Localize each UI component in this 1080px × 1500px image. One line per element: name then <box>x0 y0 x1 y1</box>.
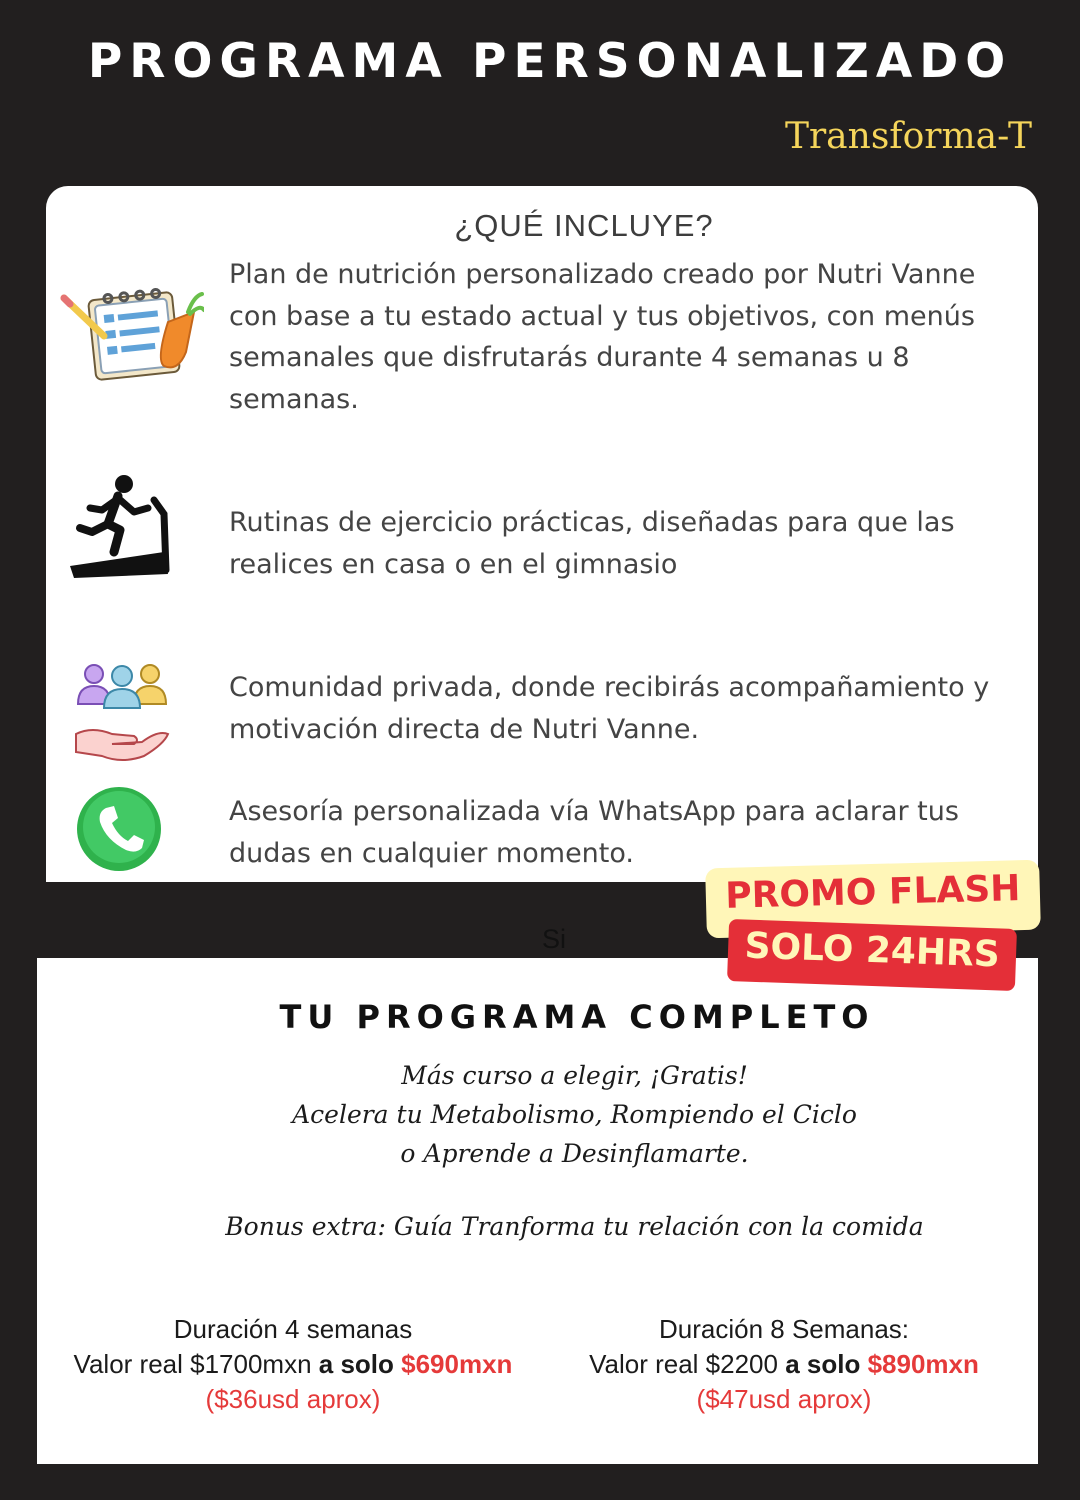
brand-name: Transforma-T <box>784 116 1032 157</box>
promo-flash-text: PROMO FLASH <box>724 868 1021 917</box>
plan-deal-label: a solo <box>318 1349 402 1379</box>
meal-plan-icon <box>60 282 204 382</box>
plan-deal-label: a solo <box>785 1349 868 1379</box>
program-title: TU PROGRAMA COMPLETO <box>279 998 875 1036</box>
plan-usd-price: ($47usd aprox) <box>696 1384 872 1414</box>
plan-4-weeks <box>37 1312 549 1417</box>
plan-real-price: Valor real $2200 <box>589 1349 786 1379</box>
offer-text <box>37 1056 1080 1173</box>
plan-price-line <box>545 1347 1023 1382</box>
bonus-text: Bonus extra: Guía Tranforma tu relación con la comida <box>225 1212 924 1241</box>
includes-heading: ¿QUÉ INCLUYE? <box>454 208 714 243</box>
plan-usd-price: ($36usd aprox) <box>205 1384 381 1414</box>
feature-text-meal-plan: Plan de nutrición personalizado creado por Nutri Vanne con base a tu estado actual y tus objetivos, con menús semanales que disfrutarás durante 4 semanas u 8 semanas. <box>229 259 976 415</box>
page-title: PROGRAMA PERSONALIZADO <box>87 34 1013 89</box>
offer-line: o Aprende a Desinflamarte. <box>400 1139 749 1168</box>
promo-badge <box>706 864 1046 994</box>
includes-card <box>46 186 1038 882</box>
plan-real-price: Valor real $1700mxn <box>73 1349 319 1379</box>
feature-text-exercise: Rutinas de ejercicio prácticas, diseñadas para que las realices en casa o en el gimnasio <box>229 507 955 580</box>
community-hand-icon <box>72 664 172 764</box>
plan-deal-price: $690mxn <box>401 1349 513 1379</box>
offer-line: Más curso a elegir, ¡Gratis! <box>401 1061 748 1090</box>
plan-8-weeks <box>545 1312 1023 1417</box>
program-card <box>37 958 1038 1464</box>
plan-duration: Duración 8 Semanas: <box>658 1314 910 1344</box>
offer-line: Acelera tu Metabolismo, Rompiendo el Ciclo <box>292 1100 857 1129</box>
treadmill-runner-icon <box>68 474 176 578</box>
plan-duration: Duración 4 semanas <box>173 1314 413 1344</box>
promo-24hrs-label <box>727 919 1017 991</box>
feature-text-community: Comunidad privada, donde recibirás acompañamiento y motivación directa de Nutri Vanne. <box>229 672 990 745</box>
stray-text: Si <box>542 924 567 954</box>
feature-text-whatsapp: Asesoría personalizada vía WhatsApp para aclarar tus dudas en cualquier momento. <box>229 796 959 869</box>
plan-deal-price: $890mxn <box>867 1349 979 1379</box>
plan-price-line <box>37 1347 549 1382</box>
promo-24hrs-text: SOLO 24HRS <box>743 925 1001 976</box>
whatsapp-phone-icon <box>76 786 162 872</box>
